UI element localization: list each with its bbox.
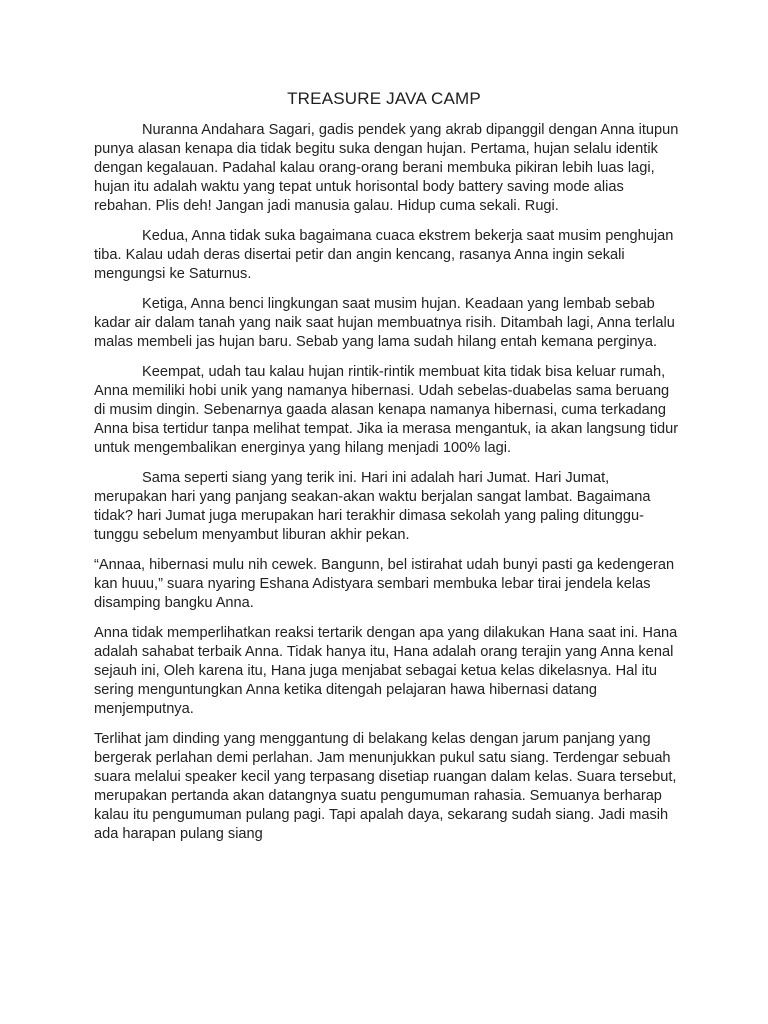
paragraph-2: Kedua, Anna tidak suka bagaimana cuaca ekstrem bekerja saat musim penghujan tiba. Kalau udah deras disertai petir dan angin kencang, rasanya Anna ingin sekali mengungsi ke Saturnus. [94,228,674,282]
paragraph-8: Terlihat jam dinding yang menggantung di belakang kelas dengan jarum panjang yang bergerak perlahan demi perlahan. Jam menunjukkan pukul satu siang. Terdengar sebuah suara melalui speaker kecil yang terpasang disetiap ruangan dalam kelas. Suara tersebut, merupakan pertanda akan datangnya suatu pengumuman rahasia. Semuanya berharap kalau itu pengumuman pulang pagi. Tapi apalah daya, sekarang sudah siang. Jadi masih ada harapan pulang siang [94,731,677,842]
paragraph-1: Nuranna Andahara Sagari, gadis pendek yang akrab dipanggil dengan Anna itupun punya alasan kenapa dia tidak begitu suka dengan hujan. Pertama, hujan selalu identik dengan kegalauan. Padahal kalau orang-orang berani membuka pikiran lebih luas lagi, hujan itu adalah waktu yang tepat untuk horisontal body battery saving mode alias rebahan. Plis deh! Jangan jadi manusia galau. Hidup cuma sekali. Rugi. [94,122,679,214]
paragraph-5: Sama seperti siang yang terik ini. Hari ini adalah hari Jumat. Hari Jumat, merupakan hari yang panjang seakan-akan waktu berjalan sangat lambat. Bagaimana tidak? hari Jumat juga merupakan hari terakhir dimasa sekolah yang paling ditunggu-tunggu sebelum menyambut liburan akhir pekan. [94,470,651,543]
paragraph-7: Anna tidak memperlihatkan reaksi tertarik dengan apa yang dilakukan Hana saat ini. Hana adalah sahabat terbaik Anna. Tidak hanya itu, Hana adalah orang terajin yang Anna kenal sejauh ini, Oleh karena itu, Hana juga menjabat sebagai ketua kelas dikelasnya. Hal itu sering menguntungkan Anna ketika ditengah pelajaran hawa hibernasi datang menjemputnya. [94,625,678,717]
paragraph-6: “Annaa, hibernasi mulu nih cewek. Bangunn, bel istirahat udah bunyi pasti ga kedengeran kan huuu,” suara nyaring Eshana Adistyara sembari membuka lebar tirai jendela kelas disamping bangku Anna. [94,557,675,611]
document-title: TREASURE JAVA CAMP [287,89,481,108]
paragraph-3: Ketiga, Anna benci lingkungan saat musim hujan. Keadaan yang lembab sebab kadar air dalam tanah yang naik saat hujan membuatnya risih. Ditambah lagi, Anna terlalu malas membeli jas hujan baru. Sebab yang lama sudah hilang entah kemana perginya. [94,296,675,350]
document-body [94,121,684,855]
paragraph-4: Keempat, udah tau kalau hujan rintik-rintik membuat kita tidak bisa keluar rumah, Anna memiliki hobi unik yang namanya hibernasi. Udah sebelas-duabelas sama beruang di musim dingin. Sebenarnya gaada alasan kenapa namanya hibernasi, cuma terkadang Anna bisa tertidur tanpa melihat tempat. Jika ia merasa mengantuk, ia akan langsung tidur untuk mengembalikan energinya yang hilang menjadi 100% lagi. [94,364,679,456]
